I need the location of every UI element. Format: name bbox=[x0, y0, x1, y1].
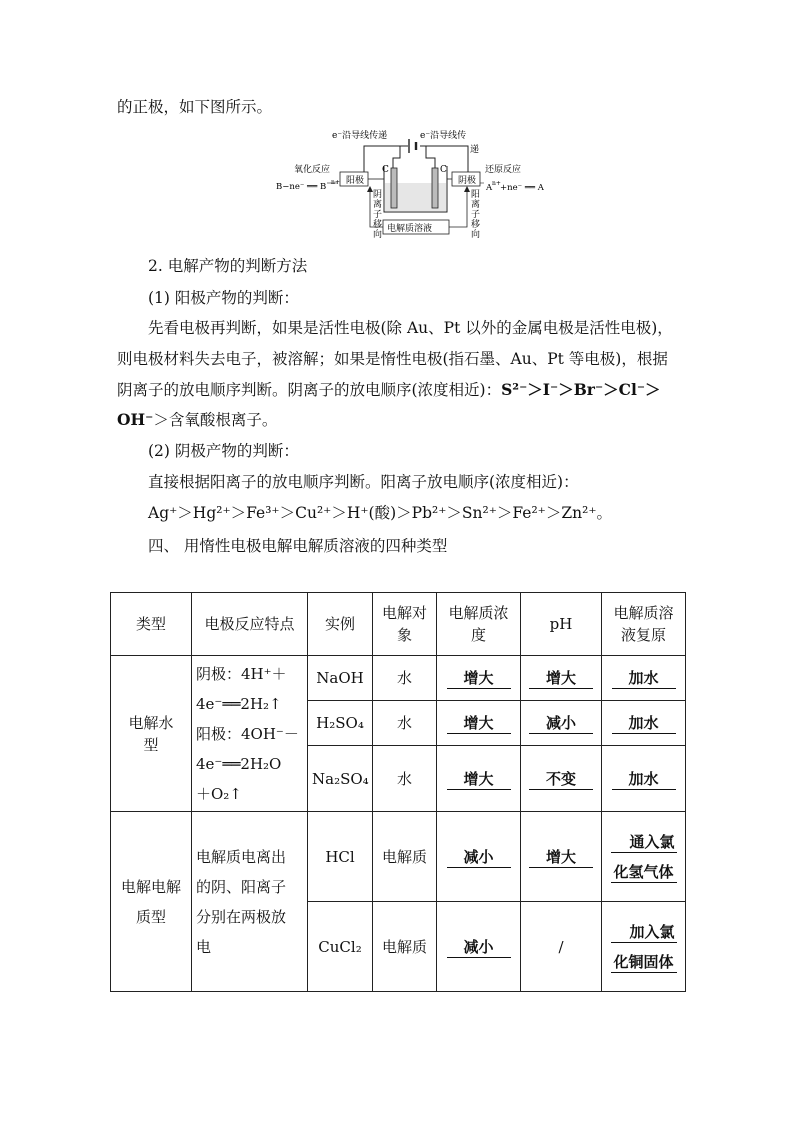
svg-text:n+: n+ bbox=[492, 180, 501, 187]
example-cell: Na₂SO₄ bbox=[308, 746, 373, 812]
subsection-anode: (1) 阳极产物的判断： bbox=[148, 289, 299, 307]
intro-line: 的正极，如下图所示。 bbox=[117, 98, 273, 116]
header-cell: 电解对象 bbox=[373, 593, 437, 656]
object-cell: 水 bbox=[373, 701, 437, 746]
cathode-label: 阴极 bbox=[458, 176, 477, 186]
svg-text:阳: 阳 bbox=[471, 190, 481, 200]
feature-cell: 电解质电离出 的阴、阳离子 分别在两极放 电 bbox=[192, 812, 308, 992]
paragraph-1-line-3: 阴离子的放电顺序判断。阴离子的放电顺序(浓度相近)：S²⁻＞I⁻＞Br⁻＞Cl⁻＞ bbox=[117, 380, 661, 399]
answer-restore: 加水 bbox=[612, 713, 676, 734]
svg-text:移: 移 bbox=[471, 220, 481, 230]
svg-text:e⁻沿导线传递: e⁻沿导线传递 bbox=[332, 131, 388, 141]
svg-text:离: 离 bbox=[373, 200, 383, 210]
ph-cell: / bbox=[521, 902, 602, 992]
paragraph-1-line-2: 则电极材料失去电子，被溶解；如果是惰性电极(指石墨、Au、Pt 等电极)，根据 bbox=[117, 350, 668, 368]
answer-ph: 减小 bbox=[529, 713, 593, 734]
answer-restore: 加入氯 bbox=[611, 922, 677, 943]
answer-conc: 增大 bbox=[447, 713, 511, 734]
subsection-cathode: (2) 阴极产物的判断： bbox=[148, 442, 299, 460]
answer-ph: 不变 bbox=[529, 769, 593, 790]
svg-text:C: C bbox=[440, 165, 447, 175]
answer-restore: 加水 bbox=[612, 769, 676, 790]
type-cell: 电解水型 bbox=[111, 656, 192, 812]
object-cell: 水 bbox=[373, 656, 437, 701]
svg-text:子: 子 bbox=[471, 210, 481, 220]
header-cell: 实例 bbox=[308, 593, 373, 656]
electrolyte-label: 电解质溶液 bbox=[387, 224, 433, 234]
answer-conc: 减小 bbox=[447, 937, 511, 958]
answer-conc: 增大 bbox=[447, 769, 511, 790]
header-cell: 电极反应特点 bbox=[192, 593, 308, 656]
paragraph-1-line-1: 先看电极再判断，如果是活性电极(除 Au、Pt 以外的金属电极是活性电极)， bbox=[148, 319, 673, 337]
electrode-right bbox=[432, 168, 438, 208]
electrolysis-types-table bbox=[110, 592, 686, 992]
svg-text:B−ne⁻ ══ B: B−ne⁻ ══ B bbox=[276, 182, 327, 192]
svg-text:e⁻沿导线传: e⁻沿导线传 bbox=[420, 131, 467, 141]
svg-text:向: 向 bbox=[471, 230, 481, 240]
type-cell: 电解电解质型 bbox=[111, 812, 192, 992]
feature-cell: 阴极：4H⁺＋ 4e⁻══2H₂↑ 阳极：4OH⁻－ 4e⁻══2H₂O ＋O₂↑ bbox=[192, 656, 308, 812]
table-row bbox=[111, 656, 686, 701]
answer-ph: 增大 bbox=[529, 847, 593, 868]
example-cell: CuCl₂ bbox=[308, 902, 373, 992]
section-2-title: 2. 电解产物的判断方法 bbox=[148, 257, 308, 275]
paragraph-1-line-4: OH⁻＞含氧酸根离子。 bbox=[117, 410, 278, 429]
object-cell: 电解质 bbox=[373, 902, 437, 992]
answer-conc: 减小 bbox=[447, 847, 511, 868]
object-cell: 水 bbox=[373, 746, 437, 812]
answer-restore: 化氢气体 bbox=[611, 862, 677, 883]
svg-text:向: 向 bbox=[373, 230, 383, 240]
header-cell: 电解质浓度 bbox=[437, 593, 521, 656]
anode-label: 阳极 bbox=[346, 176, 365, 186]
section-4-title: 四、 用惰性电极电解电解质溶液的四种类型 bbox=[148, 537, 448, 555]
header-cell: 电解质溶液复原 bbox=[602, 593, 686, 656]
example-cell: NaOH bbox=[308, 656, 373, 701]
header-cell: 类型 bbox=[111, 593, 192, 656]
anion-sequence: S²⁻＞I⁻＞Br⁻＞Cl⁻＞ bbox=[501, 380, 661, 399]
example-cell: H₂SO₄ bbox=[308, 701, 373, 746]
svg-text:C: C bbox=[382, 165, 389, 175]
answer-conc: 增大 bbox=[447, 668, 511, 689]
answer-restore: 通入氯 bbox=[611, 832, 677, 853]
paragraph-2-line-1: 直接根据阳离子的放电顺序判断。阳离子放电顺序(浓度相近)： bbox=[148, 473, 579, 491]
answer-restore: 化铜固体 bbox=[611, 952, 677, 973]
svg-text:氧化反应: 氧化反应 bbox=[294, 165, 331, 175]
svg-text:阴: 阴 bbox=[373, 190, 383, 200]
header-cell: pH bbox=[521, 593, 602, 656]
cation-sequence: Ag⁺＞Hg²⁺＞Fe³⁺＞Cu²⁺＞H⁺(酸)＞Pb²⁺＞Sn²⁺＞Fe²⁺＞Zn²⁺。 bbox=[148, 504, 613, 522]
answer-ph: 增大 bbox=[529, 668, 593, 689]
object-cell: 电解质 bbox=[373, 812, 437, 902]
svg-text:子: 子 bbox=[373, 210, 383, 220]
answer-restore: 加水 bbox=[612, 668, 676, 689]
electrode-left bbox=[391, 168, 397, 208]
example-cell: HCl bbox=[308, 812, 373, 902]
svg-text:移: 移 bbox=[373, 220, 383, 230]
svg-text:递: 递 bbox=[470, 145, 480, 155]
svg-text:n+: n+ bbox=[331, 179, 340, 186]
svg-text:+ne⁻ ══ A: +ne⁻ ══ A bbox=[500, 183, 544, 193]
electrolysis-diagram bbox=[270, 128, 560, 246]
svg-text:离: 离 bbox=[471, 200, 481, 210]
table-row bbox=[111, 812, 686, 902]
svg-text:A: A bbox=[486, 183, 493, 193]
table-header-row bbox=[111, 593, 686, 656]
svg-text:还原反应: 还原反应 bbox=[485, 165, 522, 175]
